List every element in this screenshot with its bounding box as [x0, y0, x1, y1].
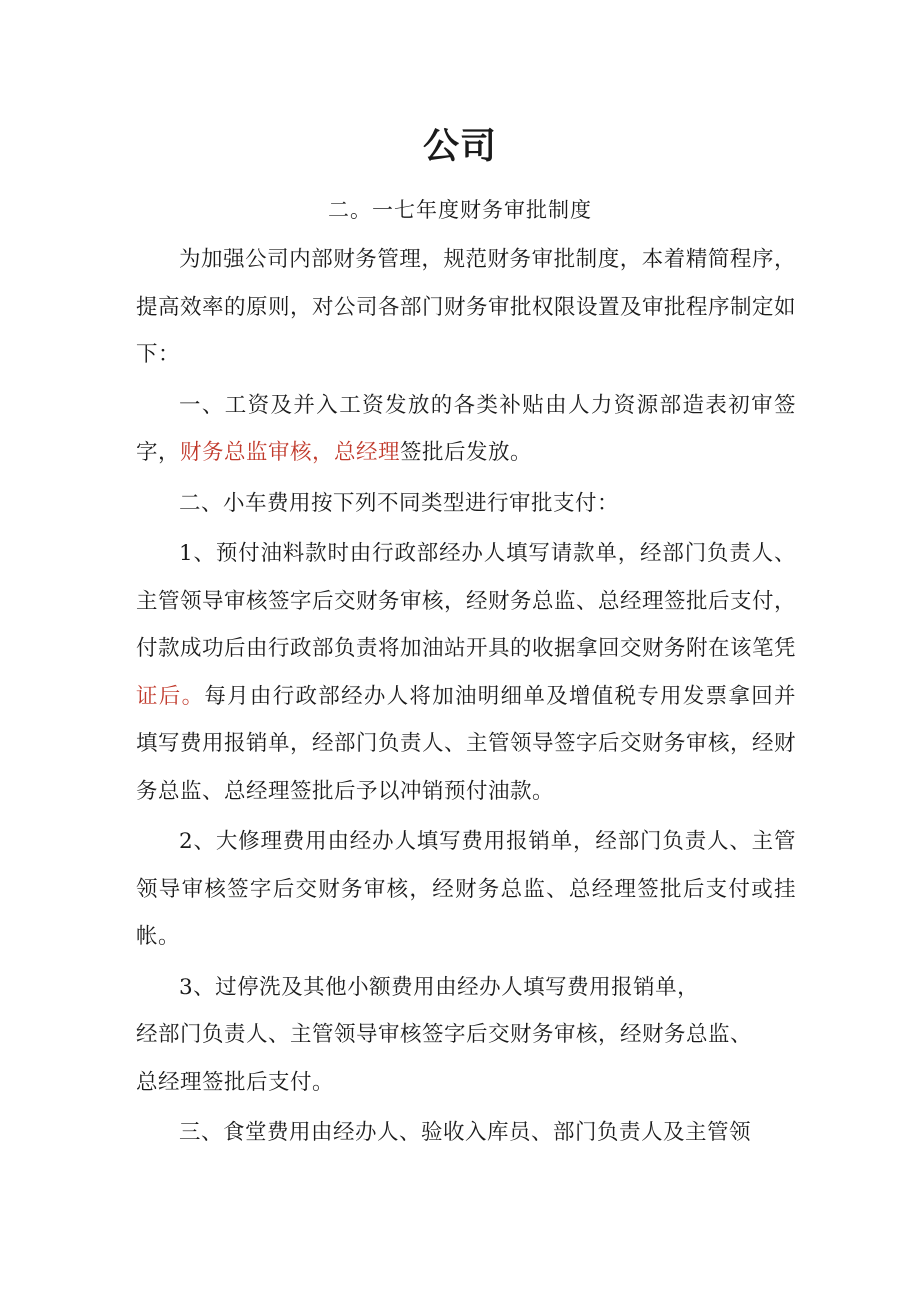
item2-2-text: 2、大修理费用由经办人填写费用报销单，经部门负责人、主管领导审核签字后交财务审核，经财务总监、总经理签批后支付或挂帐。: [136, 829, 796, 949]
document-title: 公司: [422, 126, 497, 167]
paragraph-item-3: [136, 1109, 796, 1157]
item2-3-line-2: 经部门负责人、主管领导审核签字后交财务审核，经财务总监、: [136, 1022, 753, 1047]
item1-highlight-cfo: 财务总监审核，: [180, 440, 335, 465]
document-body: [136, 236, 796, 1160]
paragraph-item-2-2: [136, 818, 796, 961]
item2-1-text-b: 每月由行政部经办人将加油明细单及增值税专用发票拿回并填写费用报销单，经部门负责人、主管领导签字后交财务审核，经财务总监、总经理签批后予以冲销预付油款。: [136, 683, 797, 804]
item1-text-a: 一、工资及并入工资发放的各类补贴由人力资源部造表初审签字，: [136, 392, 796, 465]
item2-3-line-1: 3、过停洗及其他小额费用由经办人填写费用报销单，: [179, 974, 700, 1000]
item2-1-highlight: 证后。: [136, 683, 205, 709]
paragraph-item-2: [136, 480, 796, 528]
paragraph-item-1: [136, 382, 796, 477]
item2-text: 二、小车费用按下列不同类型进行审批支付：: [179, 490, 620, 516]
item3-text: 三、食堂费用由经办人、验收入库员、部门负责人及主管领: [179, 1120, 752, 1145]
item2-1-text-a: 1、预付油料款时由行政部经办人填写请款单，经部门负责人、主管领导审核签字后交财务审核，经财务总监、总经理签批后支付，付款成功后由行政部负责将加油站开具的收据拿回交财务附在该笔凭: [136, 541, 797, 661]
paragraph-intro: [136, 236, 796, 379]
document-subtitle: 二。一七年度财务审批制度: [328, 198, 592, 222]
item1-text-b: 签批后发放。: [400, 440, 533, 465]
paragraph-item-2-1: [136, 530, 796, 815]
intro-text: 为加强公司内部财务管理，规范财务审批制度，本着精简程序，提高效率的原则，对公司各部门财务审批权限设置及审批程序制定如下：: [136, 247, 797, 367]
item2-3-line-3: 总经理签批后支付。: [136, 1069, 335, 1095]
item1-highlight-gm: 总经理: [334, 440, 401, 465]
paragraph-item-2-3: [136, 964, 796, 1107]
